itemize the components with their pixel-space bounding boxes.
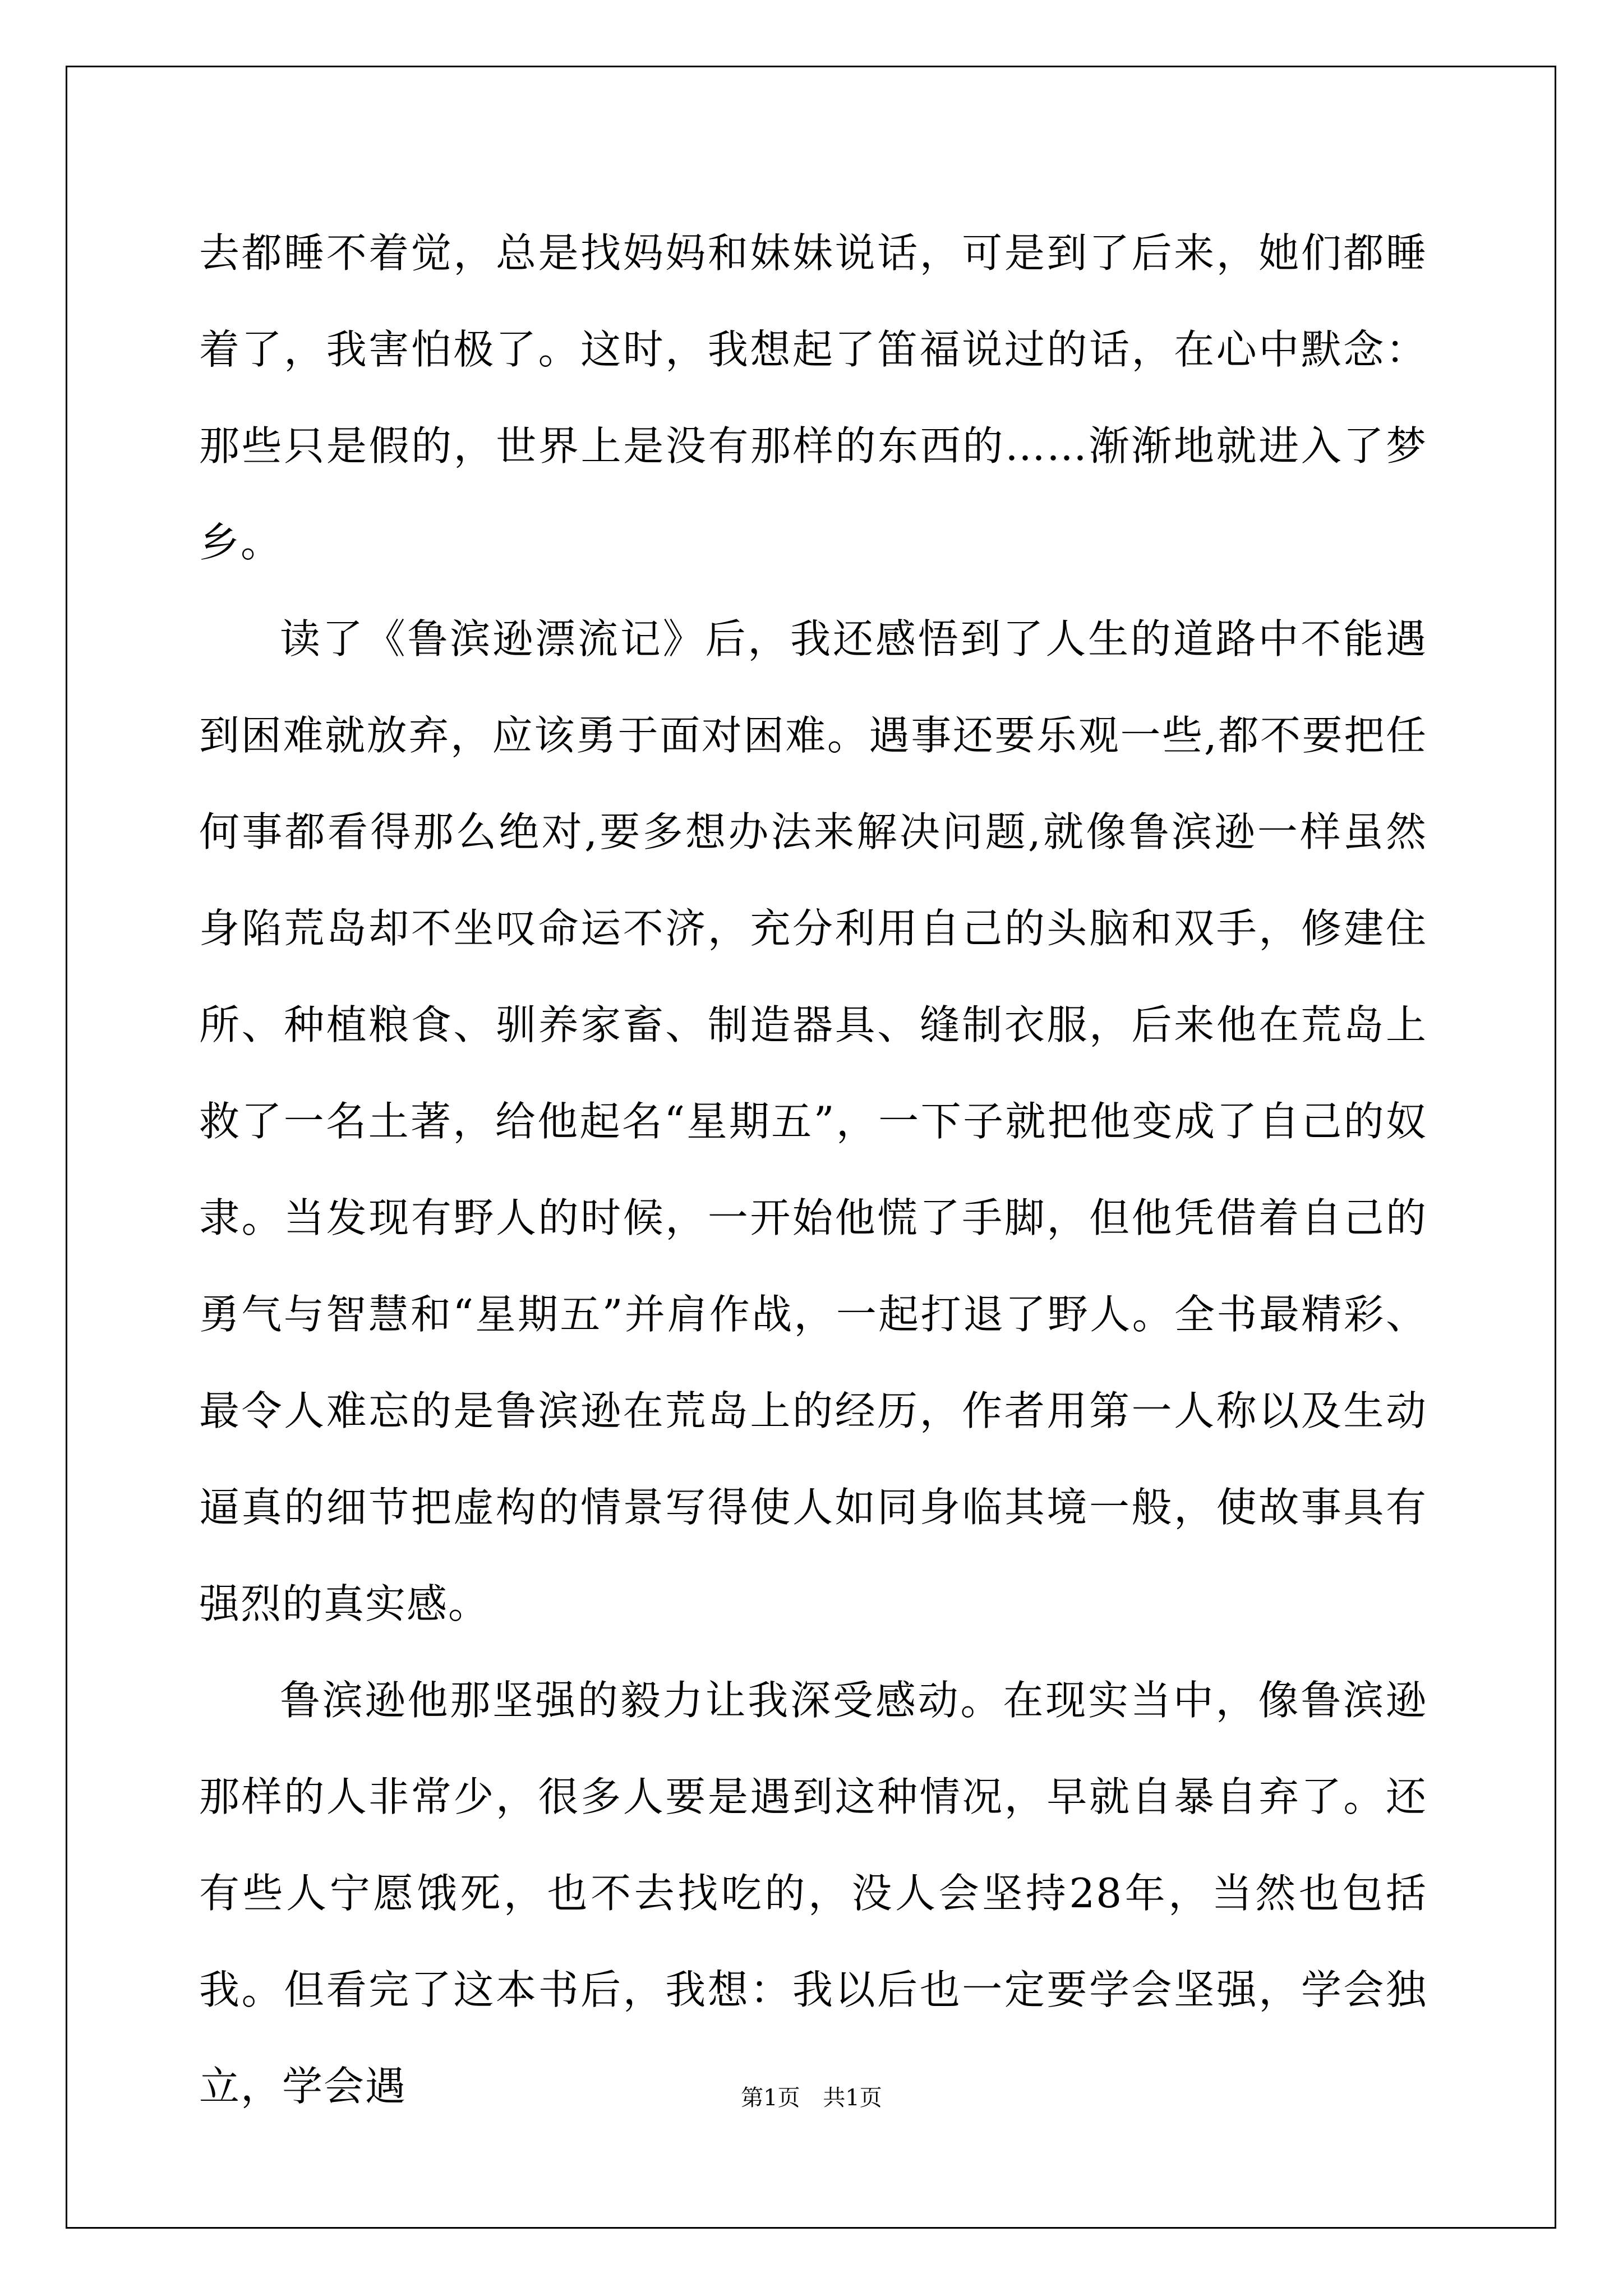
paragraph-reflection: 读了《鲁滨逊漂流记》后，我还感悟到了人生的道路中不能遇到困难就放弃，应该勇于面对困难。遇事还要乐观一些,都不要把任何事都看得那么绝对,要多想办法来解决问题,就像鲁滨逊一样虽然身陷荒岛却不坐叹命运不济，充分利用自己的头脑和双手，修建住所、种植粮食、驯养家畜、制造器具、缝制衣服，后来他在荒岛上救了一名土著，给他起名“星期五”，一下子就把他变成了自己的奴隶。当发现有野人的时候，一开始他慌了手脚，但他凭借着自己的勇气与智慧和“星期五”并肩作战，一起打退了野人。全书最精彩、最令人难忘的是鲁滨逊在荒岛上的经历，作者用第一人称以及生动逼真的细节把虚构的情景写得使人如同身临其境一般，使故事具有强烈的真实感。 xyxy=(199,615,1427,1627)
page-number: 第1页 xyxy=(741,2085,800,2111)
paragraph-continuation: 去都睡不着觉，总是找妈妈和妹妹说话，可是到了后来，她们都睡着了，我害怕极了。这时，我想起了笛福说过的话，在心中默念：那些只是假的，世界上是没有那样的东西的……渐渐地就进入了梦乡。 xyxy=(199,229,1427,566)
document-body xyxy=(199,205,1427,2134)
page-footer xyxy=(0,2080,1623,2112)
paragraph-perseverance: 鲁滨逊他那坚强的毅力让我深受感动。在现实当中，像鲁滨逊那样的人非常少，很多人要是遇到这种情况，早就自暴自弃了。还有些人宁愿饿死，也不去找吃的，没人会坚持28年，当然也包括我。但看完了这本书后，我想：我以后也一定要学会坚强，学会独立，学会遇 xyxy=(199,1677,1427,2110)
page-total: 共1页 xyxy=(823,2085,882,2111)
